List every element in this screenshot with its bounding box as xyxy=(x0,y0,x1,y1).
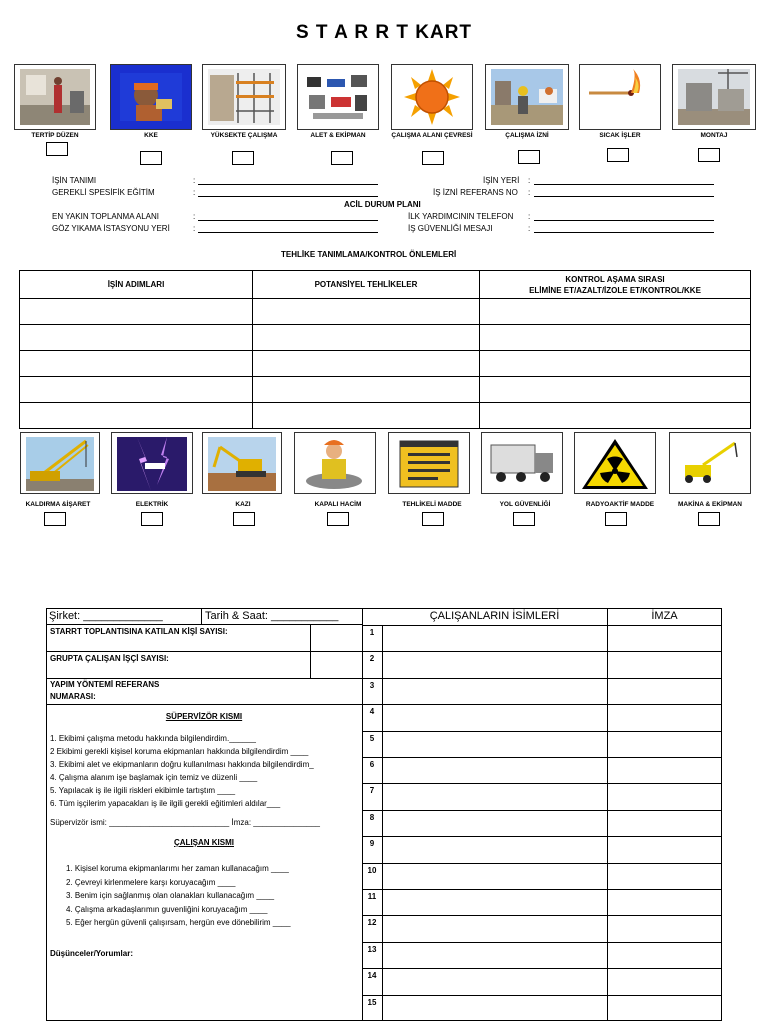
supervisor-item: 5. Yapılacak iş ile ilgili riskleri ekibimle tartıştım ____ xyxy=(50,786,236,795)
row-number: 7 xyxy=(369,786,375,796)
cell[interactable] xyxy=(253,377,480,403)
cell[interactable] xyxy=(20,325,253,351)
bottom-label-4: KAPALI HACİM xyxy=(314,501,362,508)
method-ref-label-1: YAPIM YÖNTEMİ REFERANS xyxy=(50,680,160,689)
cell[interactable] xyxy=(480,377,751,403)
group-workers-label: GRUPTA ÇALIŞAN İŞÇİ SAYISI: xyxy=(50,654,169,663)
table-row xyxy=(20,325,751,351)
top-label-8: MONTAJ xyxy=(700,132,728,139)
lightning-icon xyxy=(111,432,193,494)
row-number: 8 xyxy=(369,812,375,822)
worker-signature-cell[interactable] xyxy=(608,890,721,915)
colon: : xyxy=(193,188,196,197)
row-number: 3 xyxy=(369,680,375,690)
worker-signature-cell[interactable] xyxy=(608,969,721,994)
worker-name-cell[interactable] xyxy=(383,969,607,994)
worker-item: 5. Eğer hergün güvenli çalışırsam, hergün eve dönebilirim ____ xyxy=(66,918,291,927)
checkbox-calisma-alani[interactable] xyxy=(422,151,444,165)
col-potential-hazards: POTANSİYEL TEHLİKELER xyxy=(253,271,480,299)
colon: : xyxy=(528,176,531,185)
work-permit-icon xyxy=(485,64,569,130)
row-number: 1 xyxy=(369,628,375,637)
scaffold-icon xyxy=(202,64,286,130)
training-field[interactable] xyxy=(198,196,378,197)
date-time-field[interactable]: Tarih & Saat: ___________ xyxy=(205,610,339,622)
row-number: 15 xyxy=(367,997,377,1007)
row-number: 5 xyxy=(369,733,375,743)
worker-name-cell[interactable] xyxy=(383,837,607,862)
worker-signature-cell[interactable] xyxy=(608,811,721,836)
bottom-label-8: MAKİNA & EKİPMAN xyxy=(677,501,743,508)
worker-name-cell[interactable] xyxy=(383,943,607,968)
comments-label: Düşünceler/Yorumlar: xyxy=(50,949,133,958)
cell[interactable] xyxy=(20,377,253,403)
assembly-field[interactable] xyxy=(198,220,378,221)
worker-signature-cell[interactable] xyxy=(608,758,721,783)
bottom-label-1: KALDIRMA &İŞARET xyxy=(25,501,91,508)
job-desc-field[interactable] xyxy=(198,184,378,185)
row-number: 9 xyxy=(369,839,375,849)
tools-icon xyxy=(297,64,379,130)
hazardous-material-icon xyxy=(388,432,470,494)
cell[interactable] xyxy=(480,299,751,325)
worker-signature-cell[interactable] xyxy=(608,705,721,730)
ppe-worker-icon xyxy=(110,64,192,130)
worker-items xyxy=(66,862,291,930)
supervisor-items xyxy=(50,732,314,810)
worker-signature-cell[interactable] xyxy=(608,996,721,1021)
bottom-label-7: RADYOAKTİF MADDE xyxy=(585,501,655,508)
worker-item: 1. Kişisel koruma ekipmanlarımı her zaman kullanacağım ____ xyxy=(66,864,289,873)
worker-signature-cell[interactable] xyxy=(608,626,721,651)
training-label: GEREKLİ SPESİFİK EĞİTİM xyxy=(52,188,155,197)
bottom-label-2: ELEKTRİK xyxy=(135,501,169,508)
supervisor-item: 6. Tüm işçilerim yapacakları iş ile ilgili gerekli eğitimleri aldılar___ xyxy=(50,799,281,808)
row-number: 14 xyxy=(367,971,377,981)
supervisor-item: 1. Ekibimi çalışma metodu hakkında bilgilendirdim.______ xyxy=(50,734,256,743)
supervisor-item: 4. Çalışma alanım işe başlamak için temiz ve düzenli ____ xyxy=(50,773,258,782)
worker-name-cell[interactable] xyxy=(383,996,607,1021)
worker-name-cell[interactable] xyxy=(383,864,607,889)
divider xyxy=(46,704,362,705)
top-label-4: ALET & EKİPMAN xyxy=(310,132,366,139)
colon: : xyxy=(528,212,531,221)
worker-name-cell[interactable] xyxy=(383,811,607,836)
worker-name-cell[interactable] xyxy=(383,705,607,730)
colon: : xyxy=(528,188,531,197)
colon: : xyxy=(528,224,531,233)
row-number: 2 xyxy=(369,654,375,664)
row-number: 13 xyxy=(367,944,377,954)
checkbox-yuksekte[interactable] xyxy=(232,151,254,165)
worker-name-cell[interactable] xyxy=(383,652,607,677)
hazard-section-title: TEHLİKE TANIMLAMA/KONTROL ÖNLEMLERİ xyxy=(281,250,457,259)
colon: : xyxy=(193,176,196,185)
match-flame-icon xyxy=(579,64,661,130)
radioactive-icon xyxy=(574,432,656,494)
cell[interactable] xyxy=(20,403,253,429)
cell[interactable] xyxy=(480,403,751,429)
top-label-7: SICAK İŞLER xyxy=(599,132,641,139)
firstaid-field[interactable] xyxy=(534,220,714,221)
confined-space-icon xyxy=(294,432,376,494)
cell[interactable] xyxy=(20,299,253,325)
top-label-5: ÇALIŞMA ALANI ÇEVRESİ xyxy=(391,132,473,139)
cell[interactable] xyxy=(20,351,253,377)
checkbox-montaj[interactable] xyxy=(698,148,720,162)
table-row xyxy=(20,299,751,325)
truck-icon xyxy=(481,432,563,494)
top-label-1: TERTİP DÜZEN xyxy=(31,132,79,139)
job-desc-label: İŞİN TANIMI xyxy=(52,176,97,185)
worker-name-cell[interactable] xyxy=(383,626,607,651)
colon: : xyxy=(193,212,196,221)
bottom-form xyxy=(46,608,722,1022)
page-title: S T A R R T KART xyxy=(295,22,473,43)
construction-site-icon xyxy=(672,64,756,130)
checkbox-kazi[interactable] xyxy=(233,512,255,526)
table-row xyxy=(20,403,751,429)
worker-name-cell[interactable] xyxy=(383,679,607,704)
checkbox-calisma-izni[interactable] xyxy=(518,150,540,164)
cell[interactable] xyxy=(480,351,751,377)
excavator-icon xyxy=(202,432,282,494)
worker-item: 3. Benim için sağlanmış olan olanakları kullanacağım ____ xyxy=(66,891,275,900)
permit-ref-field[interactable] xyxy=(534,196,714,197)
colon: : xyxy=(193,224,196,233)
cell[interactable] xyxy=(253,325,480,351)
checkbox-tehlikeli-madde[interactable] xyxy=(422,512,444,526)
hazard-table-header xyxy=(20,271,751,299)
cell[interactable] xyxy=(253,351,480,377)
tidy-workplace-icon xyxy=(14,64,96,130)
cell[interactable] xyxy=(480,325,751,351)
table-row xyxy=(20,377,751,403)
worker-signature-cell[interactable] xyxy=(608,732,721,757)
checkbox-kapali-hacim[interactable] xyxy=(327,512,349,526)
top-label-2: KKE xyxy=(144,132,158,139)
worker-signature-cell[interactable] xyxy=(608,837,721,862)
supervisor-item: 3. Ekibimi alet ve ekipmanların doğru kullanılması hakkında bilgilendirdim_ xyxy=(50,760,314,769)
bottom-label-5: TEHLİKELİ MADDE xyxy=(402,501,462,508)
supervisor-sign-line[interactable]: Süpervizör ismi: ___________________________ İmza: _______________ xyxy=(50,818,320,827)
col-job-steps: İŞİN ADIMLARI xyxy=(20,271,253,299)
supervisor-item: 2 Ekibimi gerekli kişisel koruma ekipmanları hakkında bilgilendirdim ____ xyxy=(50,747,309,756)
row-number: 4 xyxy=(369,707,375,717)
bottom-label-3: KAZI xyxy=(235,501,251,508)
divider xyxy=(46,651,362,652)
cell[interactable] xyxy=(253,403,480,429)
worker-signature-cell[interactable] xyxy=(608,864,721,889)
checkbox-radyoaktif[interactable] xyxy=(605,512,627,526)
checkbox-elektrik[interactable] xyxy=(141,512,163,526)
checkbox-kke[interactable] xyxy=(140,151,162,165)
row-number: 10 xyxy=(367,865,377,875)
safety-msg-field[interactable] xyxy=(534,232,714,233)
cell[interactable] xyxy=(253,299,480,325)
worker-item: 4. Çalışma arkadaşlarımın guvenliğini koruyacağım ____ xyxy=(66,904,268,914)
worker-signature-cell[interactable] xyxy=(608,784,721,809)
checkbox-kaldirma[interactable] xyxy=(44,512,66,526)
worker-signature-cell[interactable] xyxy=(608,679,721,704)
divider xyxy=(46,678,362,679)
worker-item: 2. Çevreyi kirlenmelere karşı koruyacağım ____ xyxy=(66,877,236,887)
checkbox-alet[interactable] xyxy=(331,151,353,165)
method-ref-label-2: NUMARASI: xyxy=(50,692,96,701)
firstaid-label: İLK YARDIMCININ TELEFON xyxy=(408,212,514,221)
assembly-label: EN YAKIN TOPLANMA ALANI xyxy=(52,212,160,221)
checkbox-yol-guvenligi[interactable] xyxy=(513,512,535,526)
location-label: İŞİN YERİ xyxy=(483,176,520,185)
crane-icon xyxy=(20,432,100,494)
supervisor-title: SÜPERVİZÖR KISMI xyxy=(165,712,243,721)
worker-signature-cell[interactable] xyxy=(608,652,721,677)
checkbox-tertip[interactable] xyxy=(46,142,68,156)
worker-name-cell[interactable] xyxy=(383,732,607,757)
row-number: 12 xyxy=(367,918,377,928)
worker-signature-cell[interactable] xyxy=(608,943,721,968)
col-control xyxy=(480,271,751,299)
row-number: 6 xyxy=(369,760,375,769)
eyewash-field[interactable] xyxy=(198,232,378,233)
table-row xyxy=(20,351,751,377)
row-number: 11 xyxy=(367,892,377,901)
bottom-label-6: YOL GÜVENLİĞİ xyxy=(499,501,551,508)
worker-signature-cell[interactable] xyxy=(608,916,721,941)
top-label-3: YÜKSEKTE ÇALIŞMA xyxy=(210,132,278,139)
safety-msg-label: İŞ GÜVENLİĞİ MESAJI xyxy=(408,224,493,233)
worker-name-cell[interactable] xyxy=(383,758,607,783)
worker-title: ÇALIŞAN KISMI xyxy=(174,838,234,847)
location-field[interactable] xyxy=(534,184,714,185)
hazard-table xyxy=(19,270,751,429)
col-control-line1: KONTROL AŞAMA SIRASI xyxy=(565,274,665,284)
company-field[interactable]: Şirket: _____________ xyxy=(49,610,163,622)
signature-header: İMZA xyxy=(651,610,678,622)
top-label-6: ÇALIŞMA İZNİ xyxy=(505,132,549,139)
checkbox-makina[interactable] xyxy=(698,512,720,526)
sun-icon xyxy=(391,64,473,130)
worker-name-cell[interactable] xyxy=(383,784,607,809)
workers-names-header: ÇALIŞANLARIN İSİMLERİ xyxy=(429,610,560,622)
checkbox-sicak[interactable] xyxy=(607,148,629,162)
emergency-plan-heading: ACİL DURUM PLANI xyxy=(344,200,421,209)
attendees-label: STARRT TOPLANTISINA KATILAN KİŞİ SAYISI: xyxy=(50,627,228,636)
divider xyxy=(201,608,202,625)
worker-name-cell[interactable] xyxy=(383,916,607,941)
permit-ref-label: İŞ İZNİ REFERANS NO xyxy=(433,188,518,197)
machine-icon xyxy=(669,432,751,494)
col-control-line2: ELİMİNE ET/AZALT/İZOLE ET/KONTROL/KKE xyxy=(529,285,701,295)
divider xyxy=(362,608,363,1021)
worker-name-cell[interactable] xyxy=(383,890,607,915)
eyewash-label: GÖZ YIKAMA İSTASYONU YERİ xyxy=(52,224,170,233)
